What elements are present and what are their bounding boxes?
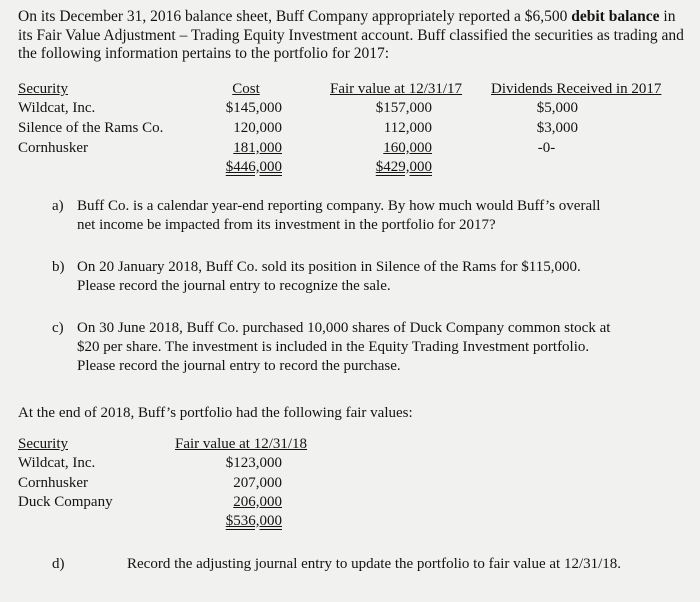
intro-paragraph [18,8,690,64]
question-c [52,319,692,379]
t2-header-security: Security [18,436,68,452]
end2018-intro: At the end of 2018, Buff’s portfolio had the following fair values: [18,405,413,421]
t2-row1-fair-value: $123,000 [225,455,282,471]
t1-header-fair-value: Fair value at 12/31/17 [330,81,463,97]
intro-bold: debit balance [571,8,660,25]
t1-row2-cost: 120,000 [233,120,282,136]
t1-row3-dividends: -0- [537,140,556,156]
t2-row2-security: Cornhusker [18,475,88,491]
question-c-line2: $20 per share. The investment is included in the Equity Trading Investment portfolio. [77,339,590,355]
question-a [52,197,692,237]
t1-row1-security: Wildcat, Inc. [18,100,96,116]
t1-row2-fair-value: 112,000 [383,120,432,136]
t1-total-fair-value: $429,000 [375,159,432,175]
question-d-label: d) [52,556,65,572]
t2-row3-fair-value: 206,000 [233,494,282,510]
t2-row1-security: Wildcat, Inc. [18,455,96,471]
t1-row3-cost: 181,000 [233,140,282,156]
question-a-line2: net income be impacted from its investment in the portfolio for 2017? [77,217,496,233]
t1-row3-security: Cornhusker [18,140,88,156]
question-b [52,258,692,298]
t1-header-security: Security [18,81,68,97]
t1-row2-dividends: $3,000 [536,120,578,136]
t1-header-cost: Cost [232,81,260,97]
question-a-line1: Buff Co. is a calendar year-end reporting company. By how much would Buff’s overall [77,198,601,214]
intro-text-1: On its December 31, 2016 balance sheet, Buff Company appropriately reported a $6,500 [18,8,572,25]
t1-row1-dividends: $5,000 [536,100,578,116]
t2-total-fair-value: $536,000 [225,513,282,529]
t1-row1-fair-value: $157,000 [375,100,432,116]
t1-header-dividends: Dividends Received in 2017 [491,81,662,97]
t1-row1-cost: $145,000 [225,100,282,116]
t2-row3-security: Duck Company [18,494,113,510]
question-c-line3: Please record the journal entry to record the purchase. [77,358,401,374]
intro-text-2: in its Fair Value Adjustment – Trading Equity Investment account. Buff classified the securities as trading and the following information pertains to the portfolio for 2017: [18,8,684,62]
t1-row2-security: Silence of the Rams Co. [18,120,164,136]
question-c-label: c) [52,320,64,336]
question-a-label: a) [52,198,64,214]
t2-header-fair-value: Fair value at 12/31/18 [175,436,308,452]
question-b-line2: Please record the journal entry to recognize the sale. [77,278,391,294]
question-c-line1: On 30 June 2018, Buff Co. purchased 10,000 shares of Duck Company common stock at [77,320,611,336]
question-b-label: b) [52,259,65,275]
question-d-text: Record the adjusting journal entry to update the portfolio to fair value at 12/31/18. [127,556,622,572]
t1-total-cost: $446,000 [225,159,282,175]
t2-row2-fair-value: 207,000 [233,475,282,491]
question-b-line1: On 20 January 2018, Buff Co. sold its position in Silence of the Rams for $115,000. [77,259,581,275]
t1-row3-fair-value: 160,000 [383,140,432,156]
